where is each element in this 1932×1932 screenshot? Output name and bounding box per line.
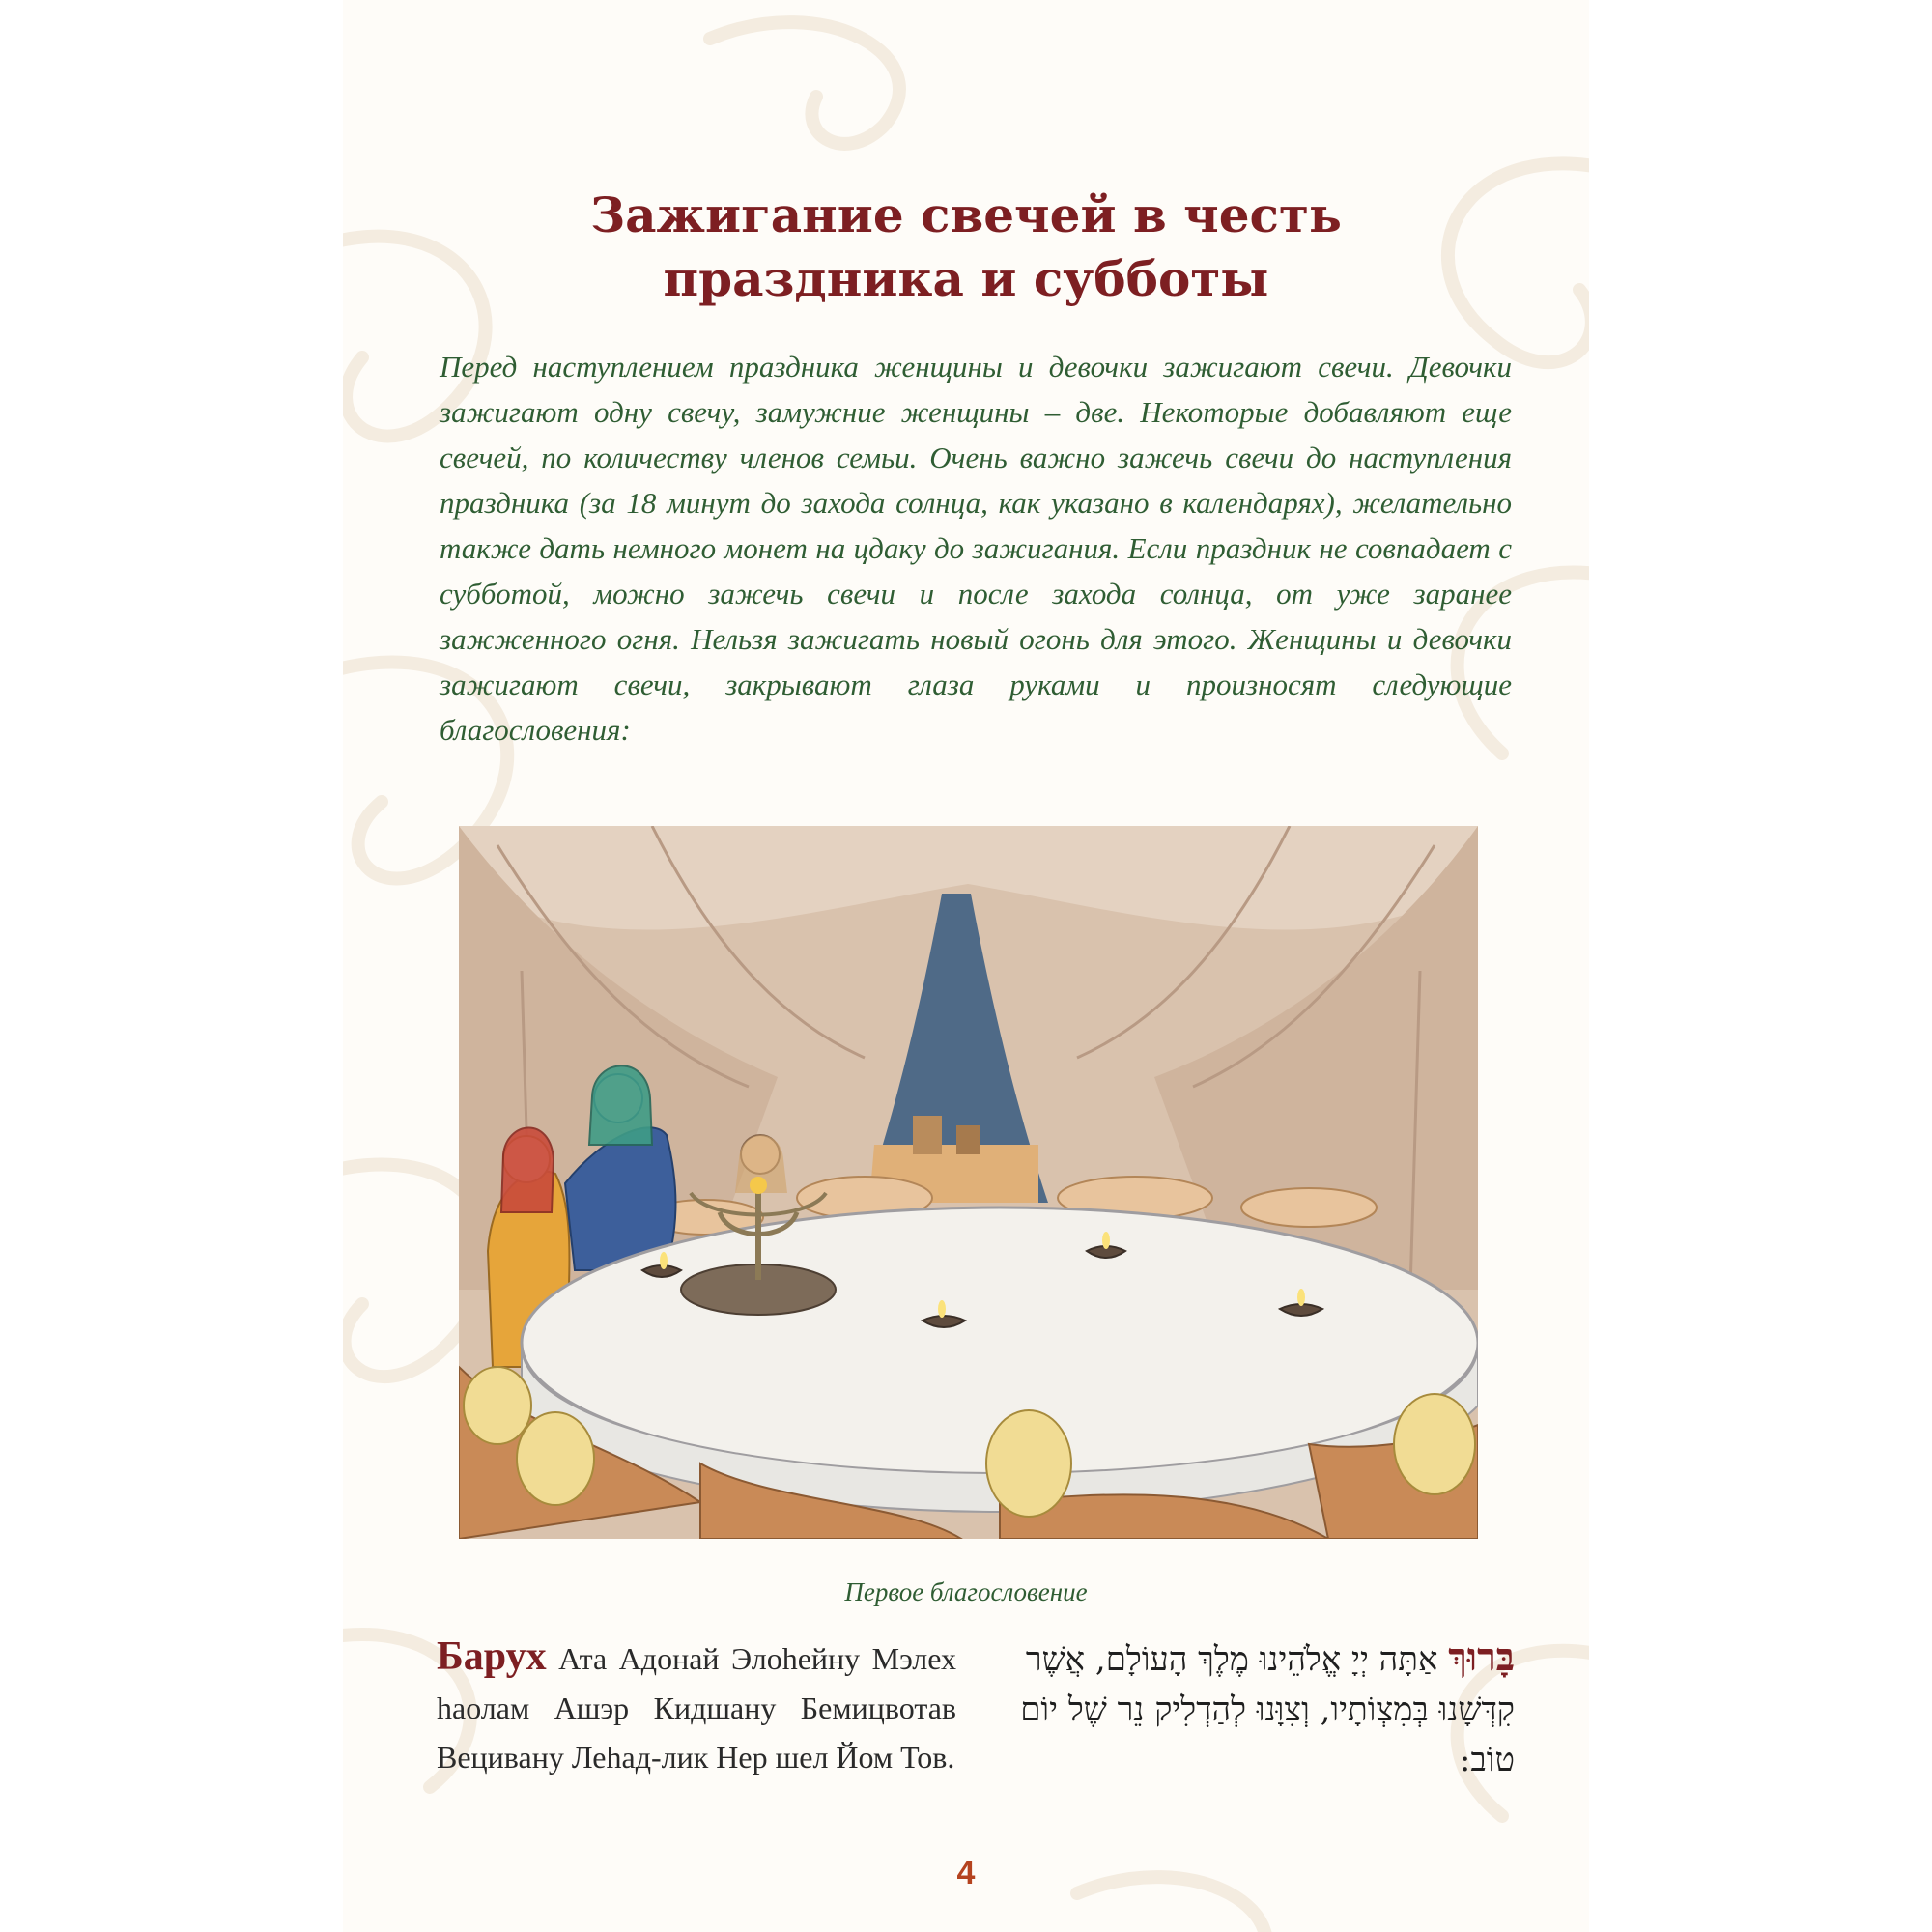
intro-paragraph: Перед наступлением праздника женщины и девочки зажигают свечи. Девочки зажигают одну свечу, замужние женщины – две. Некоторые добавляют еще свечей, по количеству членов семьи. Очень важно зажечь свечи до наступления праздника (за 18 минут до захода солнца, как указано в календарях), желательно также дать немного монет на цдаку до зажигания. Если праздник не совпадает с субботой, можно зажечь свечи и после захода солнца, от уже заранее зажженного огня. Нельзя зажигать новый огонь для этого. Женщины и девочки зажигают свечи, закрывают глаза руками и произносят следующие благословения: [440,350,1512,747]
page-title-line-1: Зажигание свечей в честь [590,186,1342,243]
transliteration-lead-word: Барух [437,1634,547,1679]
page-title [343,184,1589,311]
blessing-caption: Первое благословение [844,1577,1088,1606]
hebrew-lead-word: בָּרוּךְ [1448,1634,1515,1680]
page-number: 4 [956,1855,976,1891]
blessing-transliteration [437,1633,956,1782]
book-page [343,0,1589,1932]
transliteration-text: Ата Адонай Элоhейну Мэлех hаолам Ашэр Кидшану Бемицвотав Вецивану Леhад-лик Нер шел Йом Тов. [437,1641,956,1775]
candle-lighting-illustration [459,826,1478,1539]
hebrew-text: אַתָּה יְיָ אֱלֹהֵינוּ מֶלֶךְ הָעוֹלָם, אֲשֶׁר קִדְּשָׁנוּ בְּמִצְוֹתָיו, וְצִוָּנוּ לְהַדְלִיק נֵר שֶׁל יוֹם טוֹב: [1020,1640,1515,1779]
page-title-line-2: праздника и субботы [663,250,1269,307]
blessing-hebrew [983,1633,1515,1785]
